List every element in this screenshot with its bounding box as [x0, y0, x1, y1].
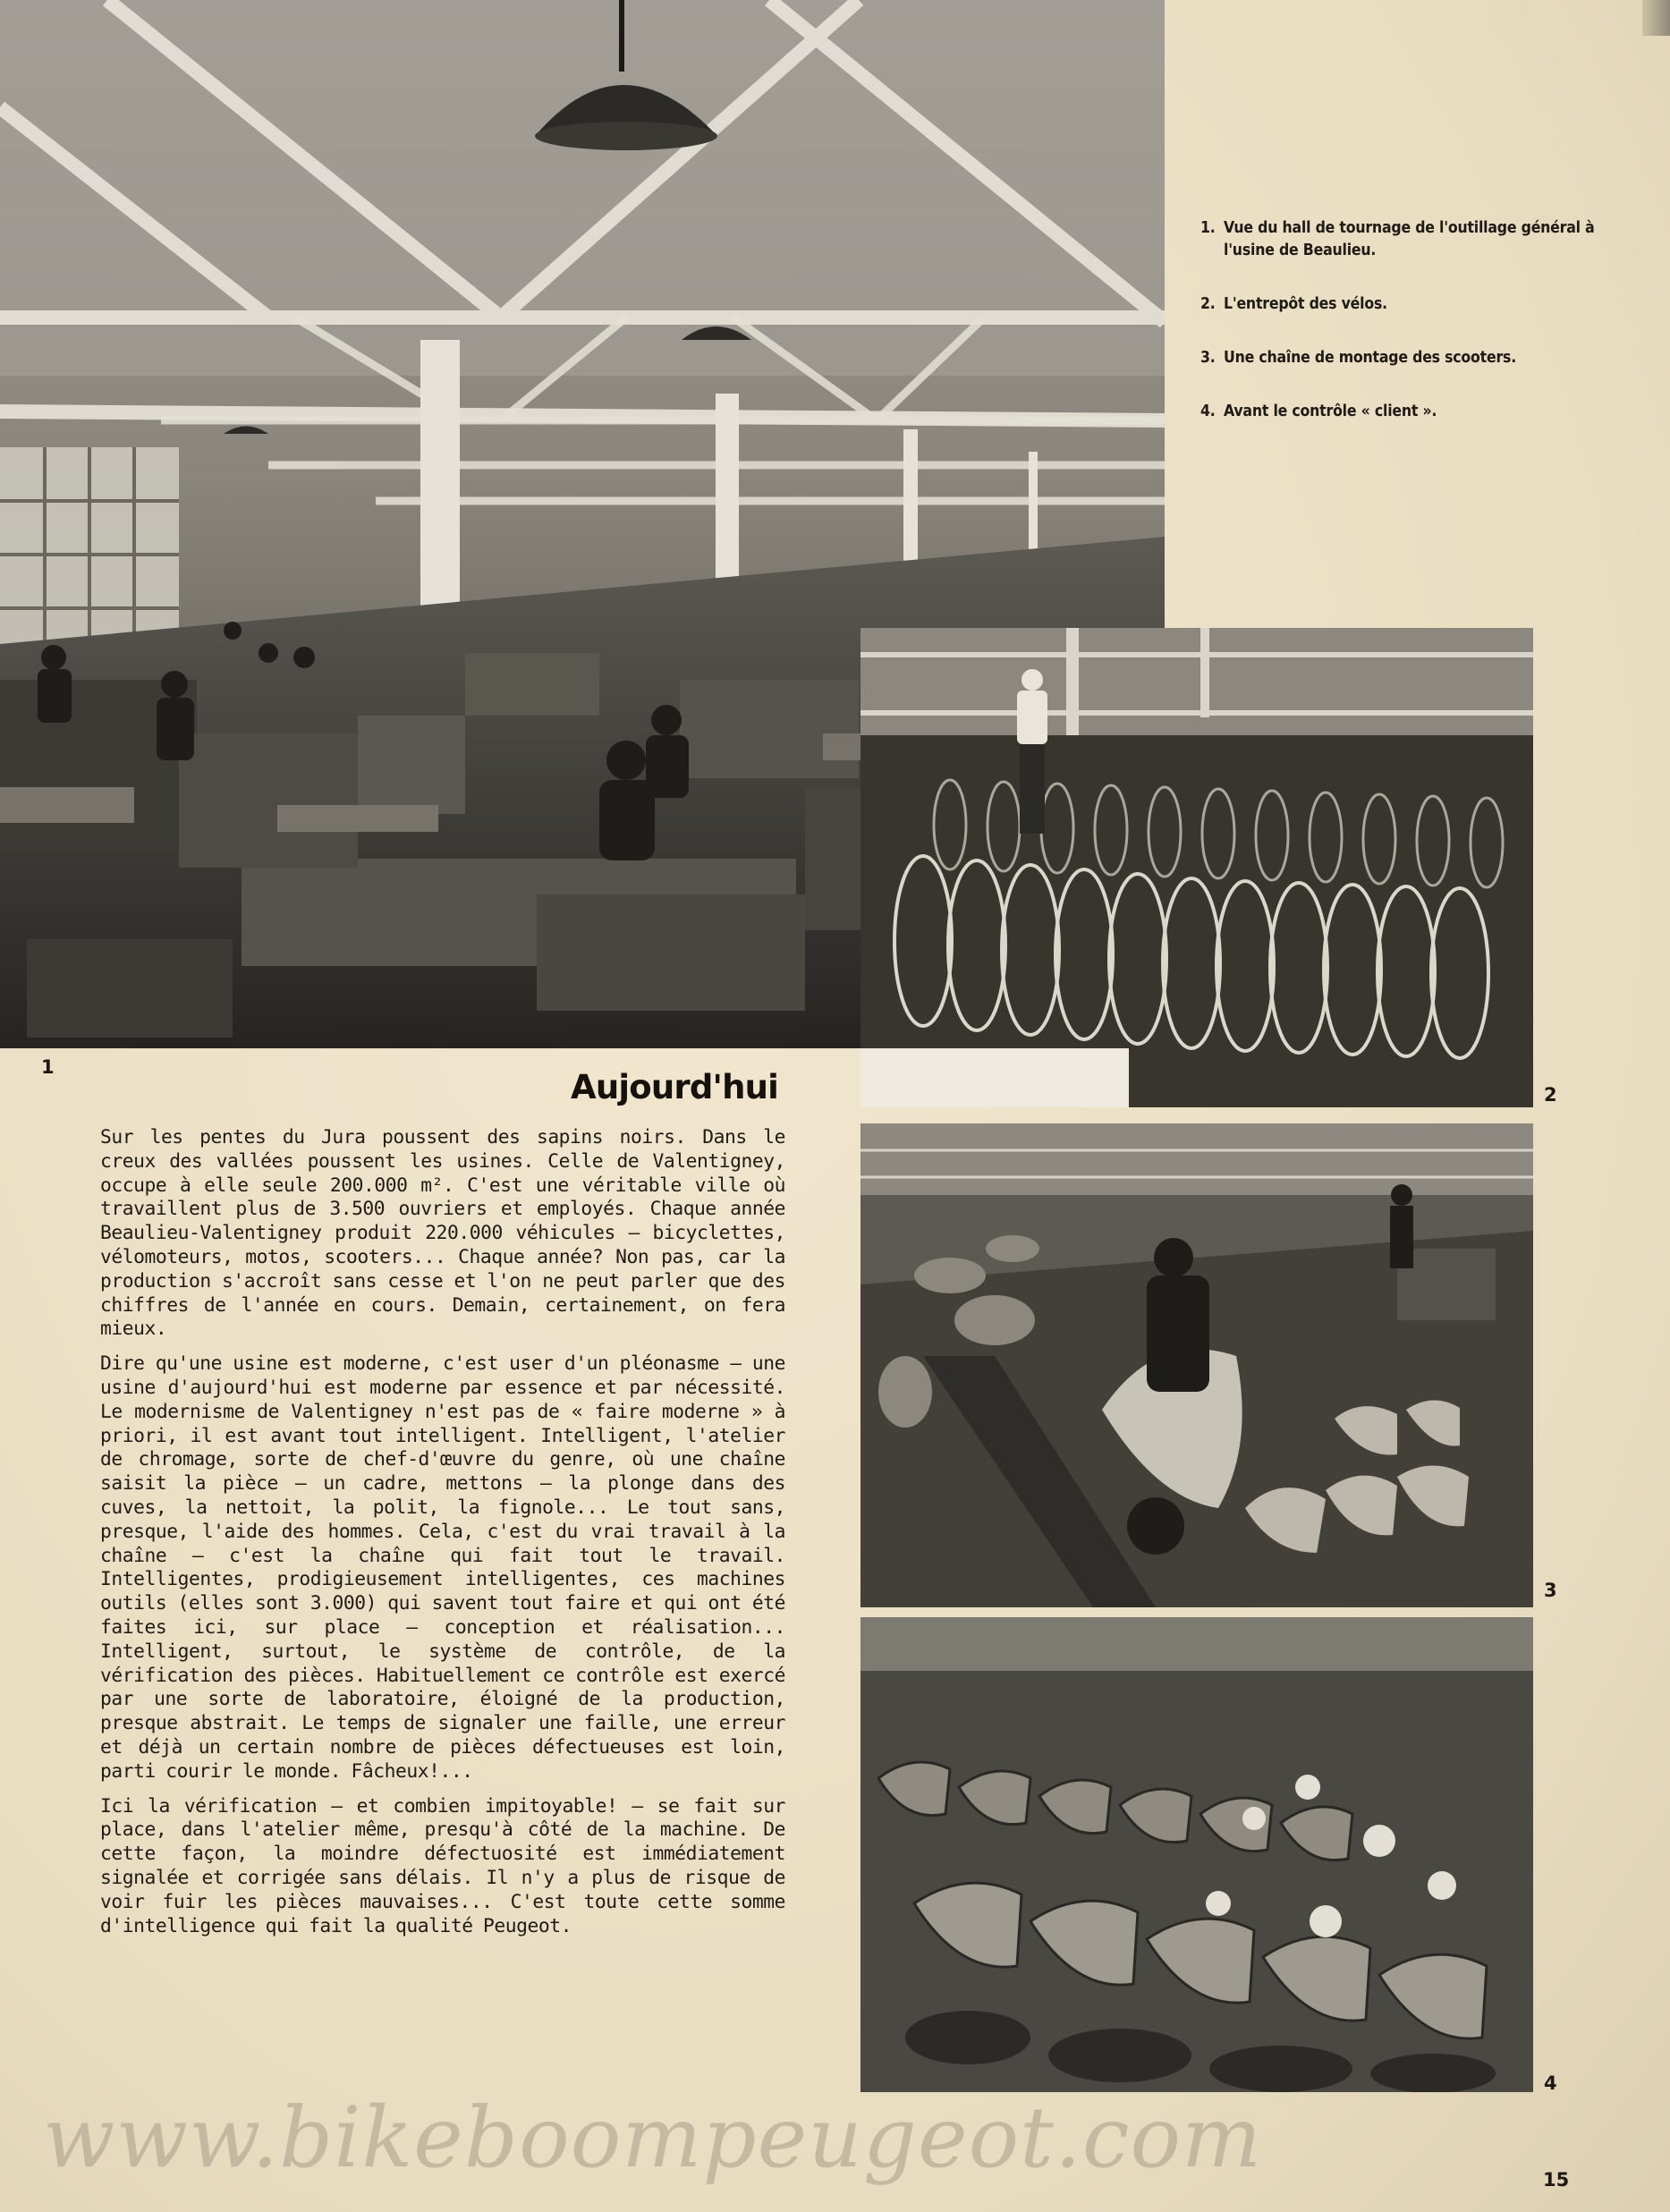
- article-paragraph-3: Ici la vérification — et combien impitoyable! — se fait sur place, dans l'atelier même, presqu'à côté de la machine. De cette façon, la moindre défectuosité est immédiatement signalée et corrigée sans délais. Il n'y a plus de risque de voir fuir les pièces mauvaises... C'est toute cette somme d'intelligence qui fait la qualité Peugeot.: [100, 1794, 785, 1937]
- caption-1-number: 1.: [1200, 219, 1216, 237]
- page-edge-shadow: [1642, 0, 1670, 36]
- photo-scooter-rows-graphic: [860, 1617, 1533, 2092]
- watermark-url: www.bikeboompeugeot.com: [43, 2089, 1263, 2187]
- photo-captions: [1200, 217, 1648, 454]
- article-paragraph-2: Dire qu'une usine est moderne, c'est user d'un pléonasme — une usine d'aujourd'hui est moderne par essence et par nécessité. Le modernisme de Valentigney n'est pas de « faire moderne » à priori, il est avant tout intelligent. Intelligent, l'atelier de chromage, sorte de chef-d'œuvre du genre, où une chaîne saisit la pièce — un cadre, mettons — la plonge dans des cuves, la nettoit, la polit, la fignole... Le tout sans, presque, l'aide des hommes. Cela, c'est du vrai travail à la chaîne — c'est la chaîne qui fait tout le travail. Intelligentes, prodigieusement intelligentes, ces machines outils (elles sont 3.000) qui savent tout faire et qui ont été faites ici, sur place — conception et réalisation... Intelligent, surtout, le système de contrôle, de la vérification des pièces. Habituellement ce contrôle est exercé par une sorte de laboratoire, éloigné de la production, presque abstrait. Le temps de signaler une faille, une erreur et déjà un certain nombre de pièces défectueuses est loin, parti courir le monde. Fâcheux!...: [100, 1352, 785, 1783]
- caption-3-number: 3.: [1200, 349, 1216, 367]
- photo-bicycle-warehouse: [860, 628, 1533, 1107]
- caption-4: [1200, 401, 1648, 423]
- photo-number-3: 3: [1544, 1580, 1557, 1601]
- caption-4-text: Avant le contrôle « client ».: [1224, 403, 1437, 420]
- caption-1-text: Vue du hall de tournage de l'outillage général à l'usine de Beaulieu.: [1224, 219, 1595, 259]
- caption-2-text: L'entrepôt des vélos.: [1224, 295, 1387, 313]
- page-number: 15: [1543, 2169, 1570, 2191]
- caption-1: [1200, 217, 1648, 262]
- article-heading: Aujourd'hui: [571, 1068, 779, 1106]
- photo-bicycle-warehouse-graphic: [860, 628, 1533, 1107]
- caption-2-number: 2.: [1200, 295, 1216, 313]
- article-paragraph-1: Sur les pentes du Jura poussent des sapins noirs. Dans le creux des vallées poussent les usines. Celle de Valentigney, occupe à elle seule 200.000 m². C'est une véritable ville où travaillent plus de 3.500 ouvriers et employés. Chaque année Beaulieu-Valentigney produit 220.000 véhicules — bicyclettes, vélomoteurs, motos, scooters... Chaque année? Non pas, car la production s'accroît sans cesse et l'on ne peut parler que des chiffres de l'année en cours. Demain, certainement, on fera mieux.: [100, 1126, 785, 1341]
- photo-number-1: 1: [41, 1056, 55, 1078]
- caption-4-number: 4.: [1200, 403, 1216, 420]
- photo-scooter-assembly-graphic: [860, 1123, 1533, 1607]
- photo-scooter-assembly: [860, 1123, 1533, 1607]
- article-body: [100, 1126, 785, 1949]
- photo-scooter-rows: [860, 1617, 1533, 2092]
- caption-3: [1200, 347, 1648, 369]
- photo-number-4: 4: [1544, 2072, 1557, 2094]
- caption-3-text: Une chaîne de montage des scooters.: [1224, 349, 1516, 367]
- photo-number-2: 2: [1544, 1084, 1557, 1106]
- caption-2: [1200, 293, 1648, 316]
